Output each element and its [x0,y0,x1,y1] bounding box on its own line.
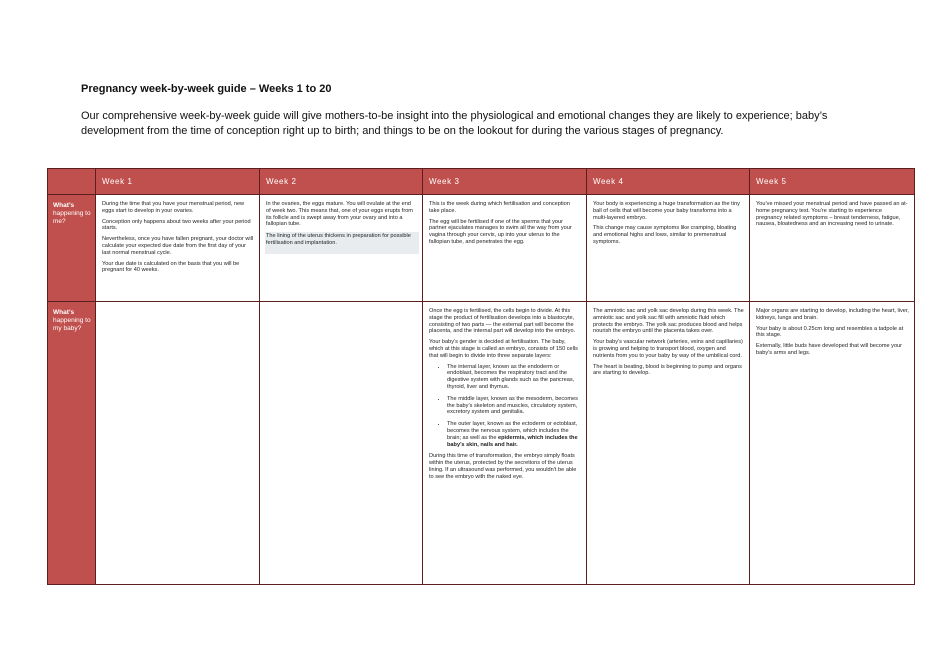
header-week-5: Week 5 [750,169,915,195]
cell-baby-week-5 [750,302,915,585]
row-header-me [48,195,96,302]
list-item [447,421,581,448]
text-paragraph: This is the week during which fertilisation and conception take place. [429,201,570,214]
row-header-baby [48,302,96,585]
cell-me-week-4 [587,195,750,302]
list-item-text-emphasis: epidermis, which includes the baby’s skin, nails and hair. [447,434,578,448]
row-header-me-line1: What’s [53,202,75,209]
text-paragraph: In the ovaries, the eggs mature. You will ovulate at the end of week two. This means that, one of your eggs erupts from its follicle and is swept away from your ovary and into a fallopian tube. [266,201,413,228]
header-week-4: Week 4 [587,169,750,195]
row-header-baby-rest: happening to my baby? [53,317,91,332]
row-header-baby-line1: What’s [53,309,75,316]
page-title: Pregnancy week-by-week guide – Weeks 1 to 20 [81,83,332,95]
text-paragraph: Nevertheless, once you have fallen pregnant, your doctor will calculate your expected due date from the first day of your last normal menstrual cycle. [102,236,254,256]
text-paragraph: Once the egg is fertilised, the cells begin to divide. At this stage the product of fertilisation develops into a blastocyte, consisting of two parts — the external part will become the placenta, and the internal part will develop into the embryo. [429,308,576,335]
corner-cell [48,169,96,195]
text-paragraph: Major organs are starting to develop, including the heart, liver, kidneys, lungs and brain. [756,308,909,321]
highlighted-paragraph: The lining of the uterus thickens in preparation for possible fertilisation and implantation. [265,232,419,254]
text-paragraph: Your due date is calculated on the basis that you will be pregnant for 40 weeks. [102,260,240,274]
list-item-text: The outer layer, known as the ectoderm or ectoblast, becomes the nervous system, which includes the brain; as well as the [447,421,578,441]
text-paragraph: The heart is beating, blood is beginning to pump and organs are starting to develop. [593,363,742,377]
header-week-3: Week 3 [423,169,587,195]
text-paragraph: Externally, little buds have developed that will become your baby’s arms and legs. [756,343,903,356]
week-guide-table [47,168,915,585]
text-paragraph: The amniotic sac and yolk sac develop during this week. The amniotic sac and yolk sac fill with amniotic fluid which protects the embryo. The yolk sac produces blood and helps nourish the embryo until the placenta takes over. [593,308,744,335]
text-paragraph: Conception only happens about two weeks after your period starts. [102,218,251,232]
text-paragraph: The egg will be fertilised if one of the sperms that your partner ejaculates manages to swim all the way from your vagina through your cervix, up into your uterus to the fallopian tube, and penetrates the egg. [429,218,572,245]
cell-me-week-5 [750,195,915,302]
header-week-1: Week 1 [96,169,260,195]
embryo-layers-list [429,364,581,449]
list-item: • The internal layer, known as the endoderm or endoblast, becomes the respiratory tract and the digestive system with glands such as the pancreas, thyroid, liver and thymus. [447,364,581,391]
text-paragraph: Your baby’s gender is decided at fertilisation. The baby, which at this stage is called an embryo, consists of 150 cells that will begin to divide into three separate layers: [429,339,578,359]
cell-me-week-2 [260,195,423,302]
text-paragraph: During this time of transformation, the embryo simply floats within the uterus, protected by the secretions of the uterus lining. If an ultrasound was performed, you wouldn’t be able to see the embryo with the naked eye. [429,453,577,480]
table-row-baby [48,302,915,585]
cell-baby-week-3 [423,302,587,585]
cell-baby-week-1 [96,302,260,585]
text-paragraph: Your baby’s vascular network (arteries, veins and capillaries) is growing and helping to transport blood, oxygen and nutrients from you to your baby by way of the umbilical cord. [593,339,743,359]
cell-me-week-3 [423,195,587,302]
cell-baby-week-2 [260,302,423,585]
text-paragraph: This change may cause symptoms like cramping, bloating and emotional highs and lows, similar to premenstrual symptoms. [593,225,737,245]
row-header-me-rest: happening to me? [53,210,91,225]
text-paragraph: Your baby is about 0.25cm long and resembles a tadpole at this stage. [756,325,904,339]
cell-baby-week-4 [587,302,750,585]
table-row-me [48,195,915,302]
text-paragraph: During the time that you have your menstrual period, new eggs start to develop in your ovaries. [102,201,245,214]
text-paragraph: You’ve missed your menstrual period and have passed an at-home pregnancy test. You’re starting to experience pregnancy related symptoms – breast tenderness, fatigue, nausea, bloatedness and an increasing need to urinate. [756,201,908,228]
list-item: • The middle layer, known as the mesoderm, becomes the baby’s skeleton and muscles, circulatory system, excretory system and genitalia. [447,396,581,416]
intro-paragraph: Our comprehensive week-by-week guide will give mothers-to-be insight into the physiological and emotional changes they are likely to experience; baby’s development from the time of conception right up to birth; and things to be on the lookout for during the various stages of pregnancy. [81,110,828,137]
header-week-2: Week 2 [260,169,423,195]
header-row [48,169,915,195]
text-paragraph: Your body is experiencing a huge transformation as the tiny ball of cells that will become your baby transforms into a multi-layered embryo. [593,201,740,221]
cell-me-week-1 [96,195,260,302]
